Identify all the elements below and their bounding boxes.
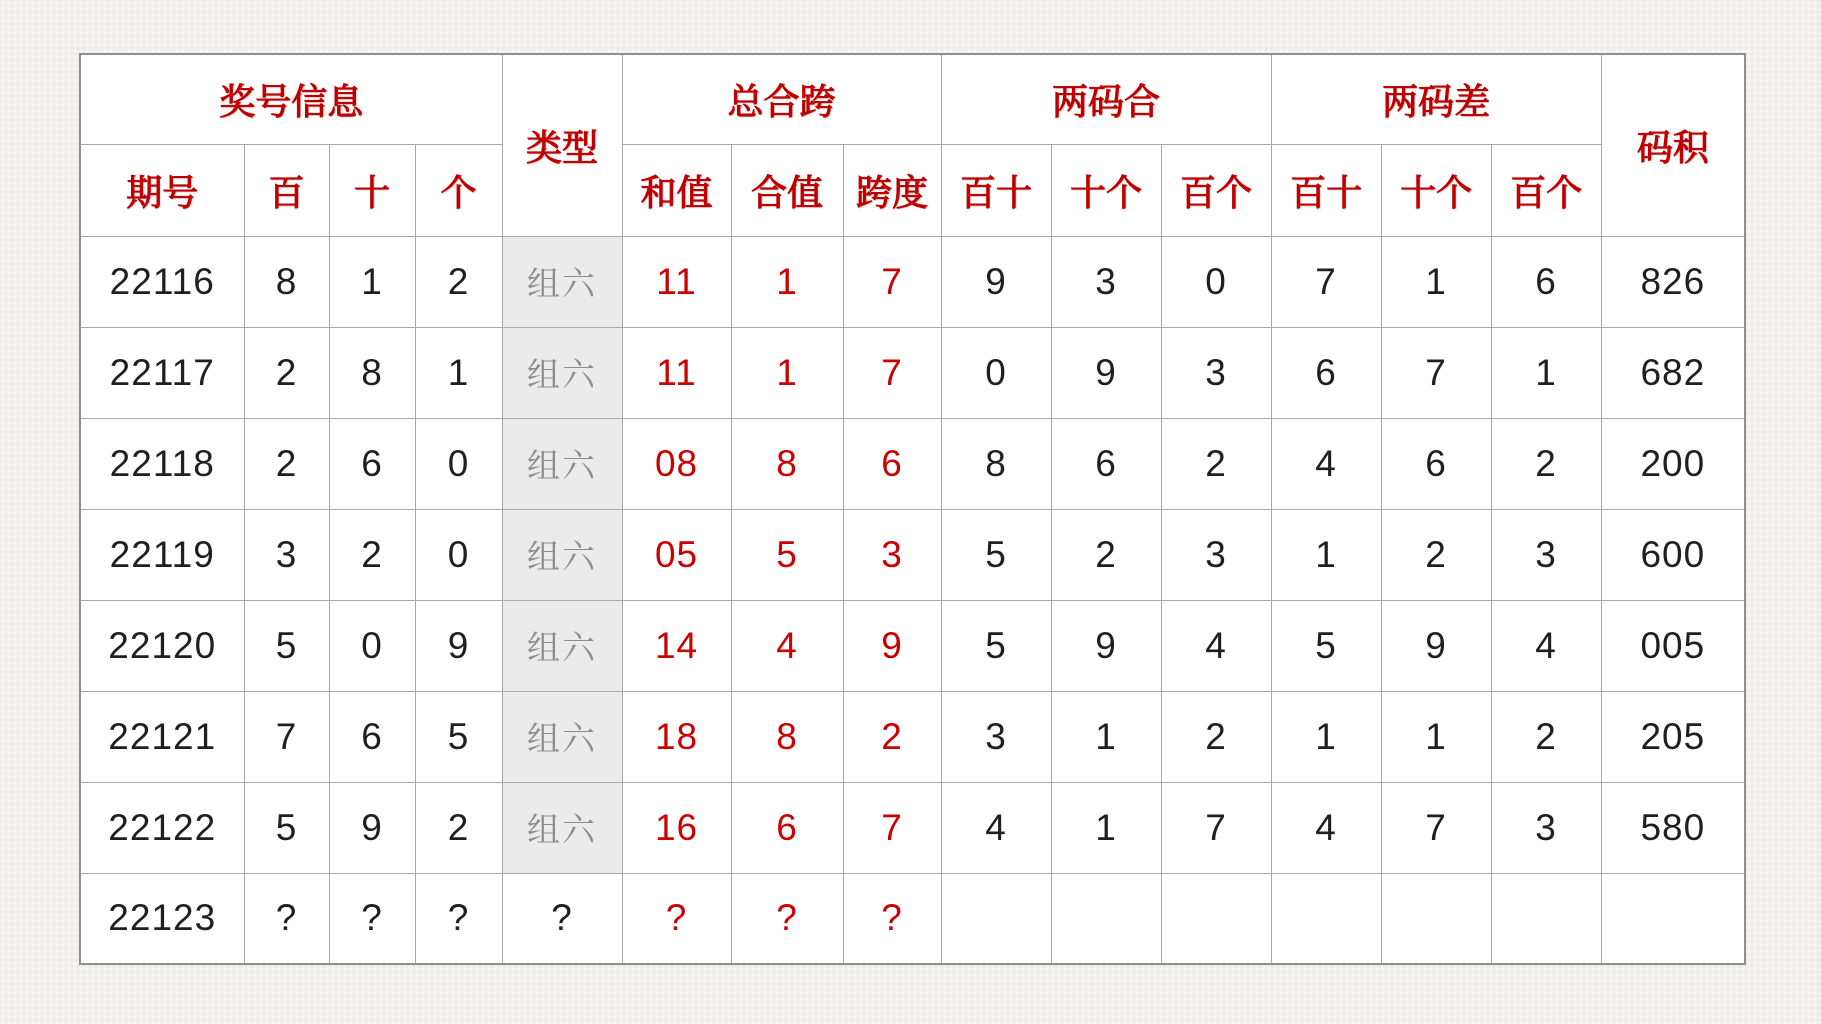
sub-header-diff-bai-ge: 百个 bbox=[1491, 144, 1601, 236]
table-row bbox=[80, 782, 1745, 873]
cell-hezhi_he: 5 bbox=[731, 509, 843, 600]
cell-h_baige: 7 bbox=[1161, 782, 1271, 873]
cell-shi: 1 bbox=[329, 236, 415, 327]
sub-header-span: 跨度 bbox=[843, 144, 941, 236]
cell-c_baishi: 5 bbox=[1271, 600, 1381, 691]
cell-ge: 2 bbox=[415, 236, 502, 327]
cell-type: 组六 bbox=[502, 509, 622, 600]
cell-hezhi_sum: ? bbox=[622, 873, 731, 964]
cell-h_shige bbox=[1051, 873, 1161, 964]
cell-shi: 0 bbox=[329, 600, 415, 691]
cell-h_baige: 2 bbox=[1161, 418, 1271, 509]
group-header-two-code-diff: 两码差 bbox=[1271, 54, 1601, 144]
cell-bai: 2 bbox=[244, 327, 329, 418]
cell-shi: ? bbox=[329, 873, 415, 964]
cell-h_baige: 0 bbox=[1161, 236, 1271, 327]
cell-hezhi_sum: 11 bbox=[622, 236, 731, 327]
cell-h_shige: 1 bbox=[1051, 782, 1161, 873]
cell-period: 22119 bbox=[80, 509, 244, 600]
cell-kuadu: 6 bbox=[843, 418, 941, 509]
cell-kuadu: 2 bbox=[843, 691, 941, 782]
cell-ge: 5 bbox=[415, 691, 502, 782]
cell-ge: 1 bbox=[415, 327, 502, 418]
cell-hezhi_he: 1 bbox=[731, 327, 843, 418]
cell-period: 22123 bbox=[80, 873, 244, 964]
sub-header-tens: 十 bbox=[329, 144, 415, 236]
cell-maji: 005 bbox=[1601, 600, 1745, 691]
group-header-row bbox=[80, 54, 1745, 144]
cell-h_shige: 3 bbox=[1051, 236, 1161, 327]
cell-h_baige: 3 bbox=[1161, 509, 1271, 600]
cell-hezhi_sum: 11 bbox=[622, 327, 731, 418]
cell-h_baige: 4 bbox=[1161, 600, 1271, 691]
cell-ge: 2 bbox=[415, 782, 502, 873]
cell-period: 22121 bbox=[80, 691, 244, 782]
cell-maji bbox=[1601, 873, 1745, 964]
cell-bai: 3 bbox=[244, 509, 329, 600]
cell-c_baishi: 1 bbox=[1271, 691, 1381, 782]
cell-c_baishi: 4 bbox=[1271, 418, 1381, 509]
cell-ge: 9 bbox=[415, 600, 502, 691]
cell-type: 组六 bbox=[502, 327, 622, 418]
cell-h_baige bbox=[1161, 873, 1271, 964]
cell-kuadu: 7 bbox=[843, 782, 941, 873]
sub-header-diff-bai-shi: 百十 bbox=[1271, 144, 1381, 236]
cell-h_baishi: 3 bbox=[941, 691, 1051, 782]
cell-maji: 205 bbox=[1601, 691, 1745, 782]
sub-header-sum-bai-shi: 百十 bbox=[941, 144, 1051, 236]
cell-type: 组六 bbox=[502, 600, 622, 691]
sub-header-combined-value: 合值 bbox=[731, 144, 843, 236]
group-header-sum-span: 总合跨 bbox=[622, 54, 941, 144]
cell-hezhi_he: 8 bbox=[731, 691, 843, 782]
table-row bbox=[80, 873, 1745, 964]
group-header-type: 类型 bbox=[502, 54, 622, 236]
cell-c_baishi bbox=[1271, 873, 1381, 964]
cell-hezhi_he: ? bbox=[731, 873, 843, 964]
cell-shi: 6 bbox=[329, 418, 415, 509]
table-body bbox=[80, 236, 1745, 964]
cell-c_baishi: 1 bbox=[1271, 509, 1381, 600]
cell-shi: 9 bbox=[329, 782, 415, 873]
group-header-prize-info: 奖号信息 bbox=[80, 54, 502, 144]
cell-hezhi_he: 6 bbox=[731, 782, 843, 873]
cell-kuadu: 3 bbox=[843, 509, 941, 600]
cell-period: 22117 bbox=[80, 327, 244, 418]
cell-maji: 200 bbox=[1601, 418, 1745, 509]
sub-header-row bbox=[80, 144, 1745, 236]
table-row bbox=[80, 418, 1745, 509]
cell-bai: 7 bbox=[244, 691, 329, 782]
cell-h_shige: 6 bbox=[1051, 418, 1161, 509]
cell-maji: 682 bbox=[1601, 327, 1745, 418]
cell-hezhi_sum: 05 bbox=[622, 509, 731, 600]
lottery-analysis-table-wrap bbox=[79, 53, 1746, 965]
table-row bbox=[80, 600, 1745, 691]
cell-c_baige bbox=[1491, 873, 1601, 964]
cell-c_shige: 7 bbox=[1381, 327, 1491, 418]
cell-ge: 0 bbox=[415, 418, 502, 509]
cell-c_baishi: 4 bbox=[1271, 782, 1381, 873]
cell-h_baige: 2 bbox=[1161, 691, 1271, 782]
cell-bai: 5 bbox=[244, 600, 329, 691]
cell-type: 组六 bbox=[502, 418, 622, 509]
cell-type: 组六 bbox=[502, 691, 622, 782]
cell-bai: 5 bbox=[244, 782, 329, 873]
cell-type: 组六 bbox=[502, 236, 622, 327]
cell-h_shige: 2 bbox=[1051, 509, 1161, 600]
cell-c_shige: 1 bbox=[1381, 236, 1491, 327]
cell-hezhi_sum: 14 bbox=[622, 600, 731, 691]
cell-maji: 580 bbox=[1601, 782, 1745, 873]
cell-h_baishi: 0 bbox=[941, 327, 1051, 418]
cell-period: 22120 bbox=[80, 600, 244, 691]
table-row bbox=[80, 327, 1745, 418]
cell-type: 组六 bbox=[502, 782, 622, 873]
cell-c_baige: 3 bbox=[1491, 782, 1601, 873]
cell-shi: 6 bbox=[329, 691, 415, 782]
cell-hezhi_he: 8 bbox=[731, 418, 843, 509]
cell-h_shige: 9 bbox=[1051, 327, 1161, 418]
cell-kuadu: 9 bbox=[843, 600, 941, 691]
table-row bbox=[80, 509, 1745, 600]
table-row bbox=[80, 236, 1745, 327]
cell-c_baishi: 6 bbox=[1271, 327, 1381, 418]
cell-period: 22118 bbox=[80, 418, 244, 509]
sub-header-sum-shi-ge: 十个 bbox=[1051, 144, 1161, 236]
sub-header-diff-shi-ge: 十个 bbox=[1381, 144, 1491, 236]
cell-c_shige: 7 bbox=[1381, 782, 1491, 873]
cell-hezhi_he: 4 bbox=[731, 600, 843, 691]
sub-header-hundreds: 百 bbox=[244, 144, 329, 236]
cell-h_baishi: 9 bbox=[941, 236, 1051, 327]
lottery-analysis-table bbox=[79, 53, 1746, 965]
cell-c_shige bbox=[1381, 873, 1491, 964]
cell-period: 22122 bbox=[80, 782, 244, 873]
cell-h_baige: 3 bbox=[1161, 327, 1271, 418]
cell-kuadu: 7 bbox=[843, 236, 941, 327]
cell-period: 22116 bbox=[80, 236, 244, 327]
cell-c_baige: 2 bbox=[1491, 418, 1601, 509]
cell-maji: 826 bbox=[1601, 236, 1745, 327]
cell-c_shige: 1 bbox=[1381, 691, 1491, 782]
cell-h_shige: 1 bbox=[1051, 691, 1161, 782]
cell-shi: 2 bbox=[329, 509, 415, 600]
cell-shi: 8 bbox=[329, 327, 415, 418]
cell-c_baige: 1 bbox=[1491, 327, 1601, 418]
sub-header-period: 期号 bbox=[80, 144, 244, 236]
cell-c_shige: 6 bbox=[1381, 418, 1491, 509]
cell-c_shige: 2 bbox=[1381, 509, 1491, 600]
table-row bbox=[80, 691, 1745, 782]
group-header-two-code-sum: 两码合 bbox=[941, 54, 1271, 144]
cell-hezhi_sum: 18 bbox=[622, 691, 731, 782]
cell-bai: ? bbox=[244, 873, 329, 964]
cell-c_shige: 9 bbox=[1381, 600, 1491, 691]
cell-h_baishi: 4 bbox=[941, 782, 1051, 873]
cell-c_baige: 4 bbox=[1491, 600, 1601, 691]
cell-c_baishi: 7 bbox=[1271, 236, 1381, 327]
cell-bai: 2 bbox=[244, 418, 329, 509]
cell-kuadu: 7 bbox=[843, 327, 941, 418]
cell-h_baishi: 8 bbox=[941, 418, 1051, 509]
cell-c_baige: 6 bbox=[1491, 236, 1601, 327]
sub-header-sum-bai-ge: 百个 bbox=[1161, 144, 1271, 236]
cell-hezhi_sum: 16 bbox=[622, 782, 731, 873]
sub-header-units: 个 bbox=[415, 144, 502, 236]
cell-h_shige: 9 bbox=[1051, 600, 1161, 691]
cell-kuadu: ? bbox=[843, 873, 941, 964]
group-header-code-product: 码积 bbox=[1601, 54, 1745, 236]
sub-header-sum-value: 和值 bbox=[622, 144, 731, 236]
cell-ge: ? bbox=[415, 873, 502, 964]
cell-maji: 600 bbox=[1601, 509, 1745, 600]
cell-h_baishi bbox=[941, 873, 1051, 964]
cell-hezhi_he: 1 bbox=[731, 236, 843, 327]
cell-bai: 8 bbox=[244, 236, 329, 327]
cell-h_baishi: 5 bbox=[941, 509, 1051, 600]
cell-ge: 0 bbox=[415, 509, 502, 600]
cell-type: ? bbox=[502, 873, 622, 964]
cell-c_baige: 3 bbox=[1491, 509, 1601, 600]
cell-hezhi_sum: 08 bbox=[622, 418, 731, 509]
cell-c_baige: 2 bbox=[1491, 691, 1601, 782]
cell-h_baishi: 5 bbox=[941, 600, 1051, 691]
